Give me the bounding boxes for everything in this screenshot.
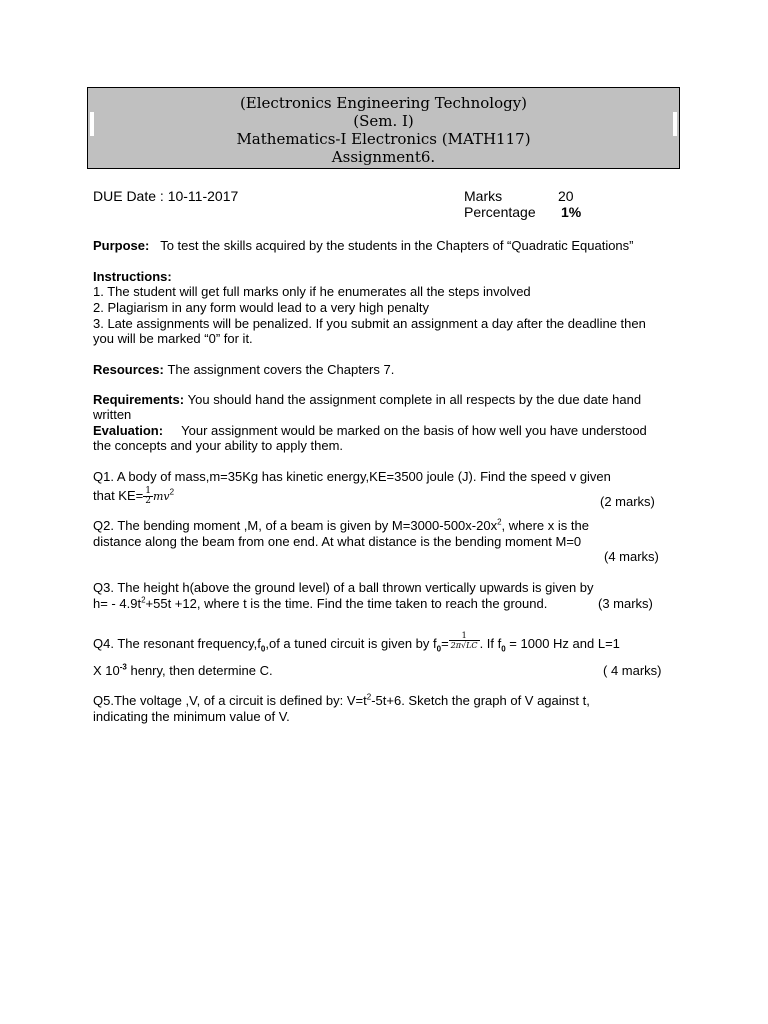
question-1-marks: (2 marks) xyxy=(600,494,655,509)
question-5-line2: indicating the minimum value of V. xyxy=(93,709,290,724)
question-4-line1: Q4. The resonant $frequency,f_0,of$ a tuned circuit is given by $f_0=$ $\frac{1}{2\pi√LC}$ . If $f_0 = 1000$ Hz and L=1 xyxy=(93,631,620,654)
instruction-item: 2. Plagiarism in any form would lead to a very high penalty xyxy=(93,300,430,315)
requirements-text: You should hand the assignment complete in all respects by the due date hand written xyxy=(93,392,642,422)
evaluation-label: Evaluation: xyxy=(93,423,164,438)
instruction-item: 1. The student will get full marks only if he enumerates all the steps involved xyxy=(93,284,531,299)
question-3-line1: Q3. The height h(above the ground level) of a ball thrown vertically upwards is given by xyxy=(93,580,594,595)
question-2-line2: distance along the beam from one end. At what distance is the bending moment M=0 xyxy=(93,534,582,549)
q1-formula: mv xyxy=(152,489,170,503)
instructions-label: Instructions: xyxy=(93,269,172,284)
header-semester: (Sem. I) xyxy=(353,112,414,130)
header-program: (Electronics Engineering Technology) xyxy=(239,94,528,112)
question-4-marks: ( 4 marks) xyxy=(603,663,662,678)
header-course: Mathematics-I Electronics (MATH117) xyxy=(236,130,531,148)
resources-text: The assignment covers the Chapters 7. xyxy=(167,362,395,377)
purpose-text: To test the skills acquired by the students in the Chapters of “Quadratic Equations” xyxy=(160,238,634,253)
header-left-mark xyxy=(90,112,94,136)
q1-fraction: $\frac{1}{2}$ xyxy=(145,486,151,506)
question-3-line2: $h= - 4.9t^2+55t +12$, where t is the time. Find the time taken to reach the ground. xyxy=(93,595,548,611)
percentage-label: Percentage xyxy=(464,204,536,220)
requirements-section xyxy=(93,392,668,422)
q4-fraction: $\frac{1}{2\pi√LC}$ xyxy=(450,631,478,651)
evaluation-section xyxy=(93,423,668,453)
header-right-mark xyxy=(673,112,677,136)
question-3-marks: (3 marks) xyxy=(598,596,653,611)
assignment-header xyxy=(87,87,680,169)
question-5-line1: Q5.The voltage ,V, of a circuit is defined by: $V=t^2-5t+6$. Sketch the graph of V against t, xyxy=(93,692,590,708)
purpose-label: Purpose: xyxy=(93,238,150,253)
purpose-section xyxy=(93,238,668,253)
instruction-item: 3. Late assignments will be penalized. If you submit an assignment a day after the deadline then you will be marked “0” for it. xyxy=(93,316,646,346)
question-1-line2: that KE= $\frac{1}{2}$ $mv^2$ xyxy=(93,486,175,506)
header-assignment: Assignment6. xyxy=(331,148,436,166)
question-4-line2: X $10^{-3}$ henry, then determine C. xyxy=(93,662,273,678)
evaluation-text: Your assignment would be marked on the basis of how well you have understood the concepts and your ability to apply them. xyxy=(93,423,647,453)
resources-label: Resources: xyxy=(93,362,164,377)
percentage-value: 1% xyxy=(561,204,582,220)
question-2-marks: (4 marks) xyxy=(604,549,659,564)
due-date: DUE Date : 10-11-2017 xyxy=(93,188,239,204)
marks-label: Marks xyxy=(464,188,503,204)
requirements-label: Requirements: xyxy=(93,392,185,407)
question-1-line1: Q1. A body of mass,m=35Kg has kinetic energy,KE=3500 joule (J). Find the speed v given xyxy=(93,469,611,484)
marks-value: 20 xyxy=(558,188,574,204)
resources-section xyxy=(93,362,394,377)
question-2-line1: Q2. The bending moment ,M, of a beam is given by $M=3000-500x-20x^2$, where x is the xyxy=(93,517,589,533)
